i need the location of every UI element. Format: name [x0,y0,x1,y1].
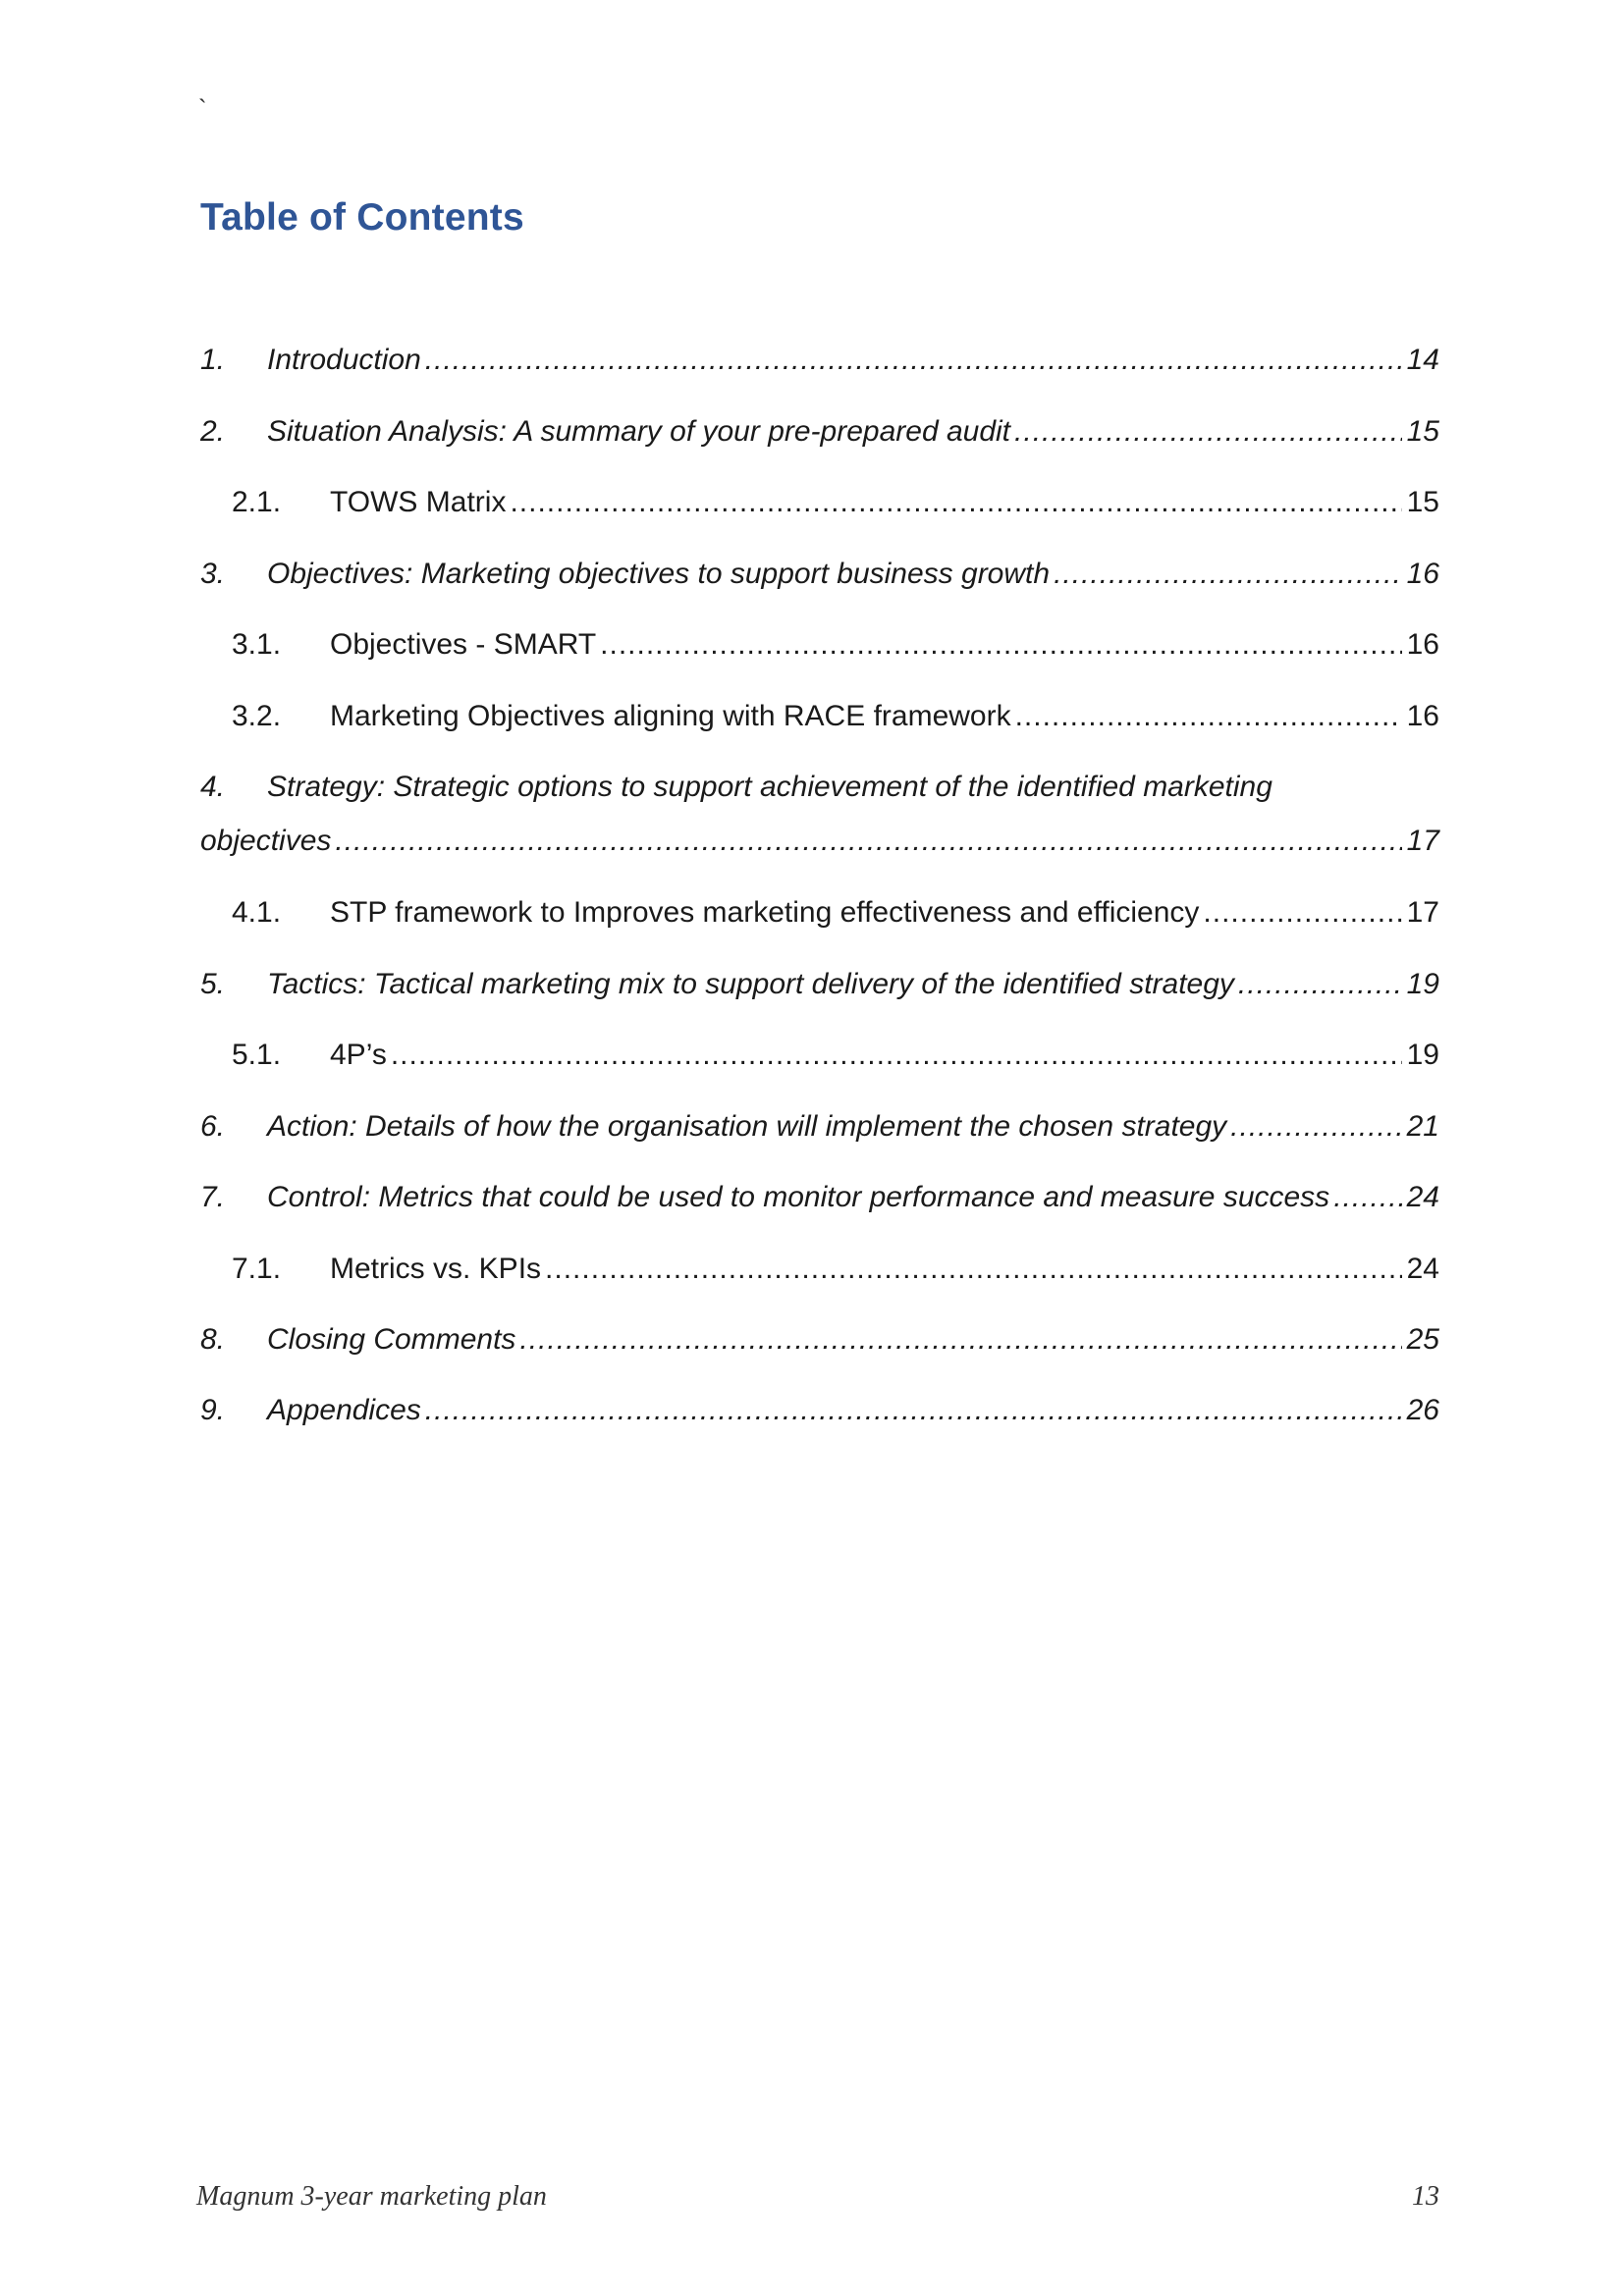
toc-entry-page: 21 [1406,1110,1439,1143]
toc-entry-number: 8. [200,1323,226,1356]
toc-entry-objectives[interactable] [200,553,1439,596]
toc-dot-leader [335,820,1402,863]
toc-entry-number: 2. [200,415,226,448]
toc-entry-page: 25 [1406,1323,1439,1356]
toc-entry-number: 3.1. [232,628,282,661]
toc-entry-number: 3. [200,558,226,590]
toc-entry-metrics-vs-kpis[interactable] [200,1248,1439,1291]
toc-dot-leader [1015,695,1402,738]
toc-entry-control[interactable] [200,1176,1439,1219]
toc-entry-label: Action: Details of how the organisation will implement the chosen strategy [267,1110,1227,1143]
toc-entry-number: 5. [200,968,226,1000]
toc-dot-leader [519,1318,1402,1362]
toc-dot-leader [510,481,1402,524]
toc-entry-action[interactable] [200,1105,1439,1148]
toc-dot-leader [1054,553,1402,596]
toc-entry-label: 4P’s [330,1039,387,1071]
toc-entry-number: 3.2. [232,700,282,732]
toc-entry-number: 5.1. [232,1039,282,1071]
toc-entry-label: Introduction [267,344,421,376]
toc-entry-introduction[interactable] [200,339,1439,382]
toc-entry-4ps[interactable] [200,1034,1439,1077]
toc-entry-page: 15 [1406,415,1439,448]
toc-dot-leader [391,1034,1402,1077]
toc-entry-strategy-line1[interactable] [200,766,1272,809]
toc-entry-page: 16 [1406,558,1439,590]
toc-entry-tactics[interactable] [200,963,1439,1006]
toc-entry-page: 24 [1406,1181,1439,1213]
toc-entry-number: 1. [200,344,226,376]
toc-entry-page: 24 [1406,1253,1439,1285]
toc-entry-label: Closing Comments [267,1323,516,1356]
toc-entry-label: Situation Analysis: A summary of your pre-prepared audit [267,415,1011,448]
toc-entry-label: Strategy: Strategic options to support achievement of the identified marketing [267,771,1272,803]
toc-entry-label: objectives [200,825,332,857]
toc-entry-number: 4.1. [232,896,282,929]
toc-dot-leader [545,1248,1402,1291]
toc-entry-page: 15 [1406,486,1439,518]
toc-entry-number: 2.1. [232,486,282,518]
toc-entry-number: 6. [200,1110,226,1143]
toc-entry-page: 19 [1406,968,1439,1000]
toc-entry-appendices[interactable] [200,1389,1439,1432]
toc-dot-leader [425,339,1402,382]
toc-entry-page: 17 [1406,825,1439,857]
footer-page-number: 13 [1412,2181,1439,2212]
toc-entry-label: Tactics: Tactical marketing mix to support delivery of the identified strategy [267,968,1234,1000]
toc-entry-stp-framework[interactable] [200,891,1439,934]
toc-entry-number: 7. [200,1181,226,1213]
toc-entry-label: STP framework to Improves marketing effectiveness and efficiency [330,896,1200,929]
toc-entry-label: Objectives - SMART [330,628,597,661]
toc-entry-page: 26 [1406,1394,1439,1426]
page-title: Table of Contents [200,196,524,239]
toc-dot-leader [1333,1176,1402,1219]
toc-dot-leader [425,1389,1402,1432]
toc-entry-race-framework[interactable] [200,695,1439,738]
toc-entry-page: 16 [1406,700,1439,732]
toc-entry-strategy[interactable] [200,820,1439,863]
toc-entry-number: 7.1. [232,1253,282,1285]
toc-entry-label: Marketing Objectives aligning with RACE framework [330,700,1011,732]
toc-entry-number: 4. [200,771,226,803]
toc-entry-number: 9. [200,1394,226,1426]
toc-entry-closing-comments[interactable] [200,1318,1439,1362]
toc-entry-page: 14 [1406,344,1439,376]
toc-entry-page: 19 [1406,1039,1439,1071]
toc-entry-label: TOWS Matrix [330,486,507,518]
toc-dot-leader [1230,1105,1402,1148]
toc-entry-situation-analysis[interactable] [200,410,1439,454]
toc-dot-leader [1203,891,1402,934]
page-mark: ` [198,94,207,124]
toc-entry-page: 17 [1406,896,1439,929]
footer-document-title: Magnum 3-year marketing plan [196,2181,547,2212]
toc-entry-tows-matrix[interactable] [200,481,1439,524]
toc-entry-label: Objectives: Marketing objectives to support business growth [267,558,1051,590]
toc-entry-label: Metrics vs. KPIs [330,1253,542,1285]
toc-dot-leader [600,623,1402,667]
toc-entry-label: Appendices [267,1394,421,1426]
toc-entry-page: 16 [1406,628,1439,661]
toc-dot-leader [1238,963,1402,1006]
toc-entry-objectives-smart[interactable] [200,623,1439,667]
toc-entry-label: Control: Metrics that could be used to monitor performance and measure success [267,1181,1330,1213]
toc-dot-leader [1014,410,1402,454]
